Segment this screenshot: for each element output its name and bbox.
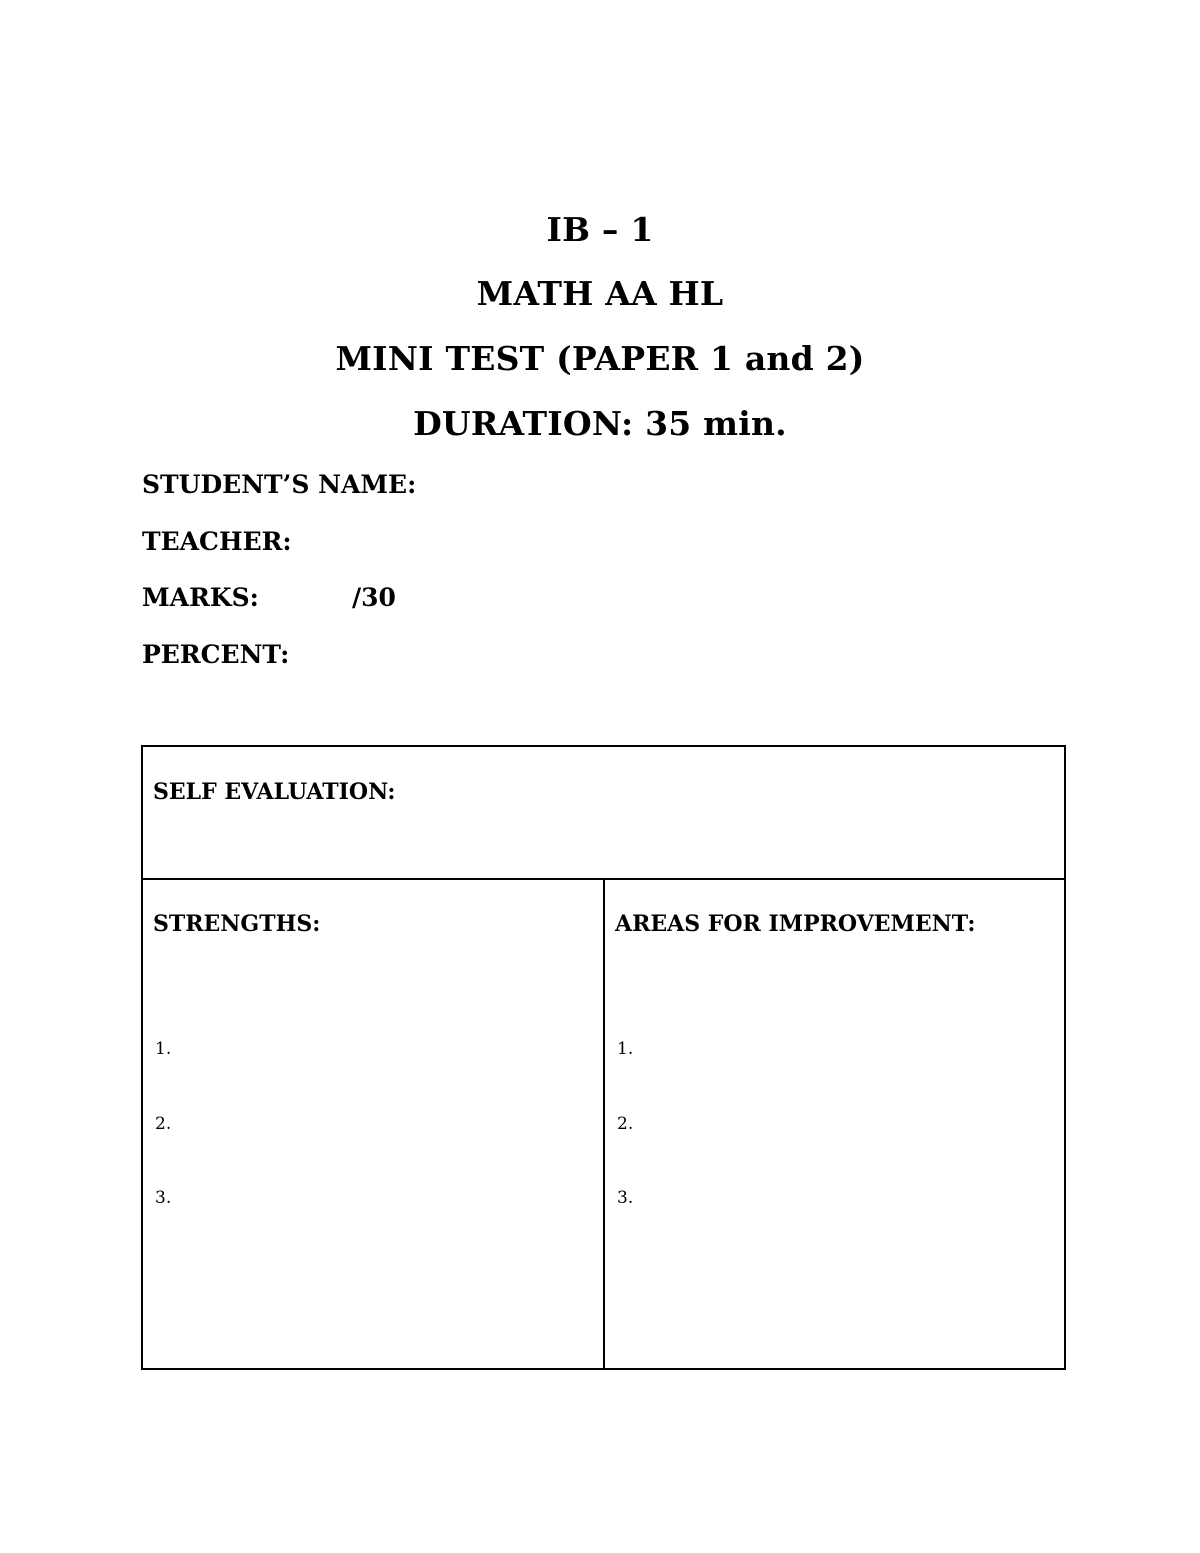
self-evaluation-table: [141, 745, 1066, 1370]
improvement-item-1: 1.: [617, 1039, 634, 1059]
marks-total: /30: [352, 583, 396, 612]
self-evaluation-header-cell: [143, 747, 1064, 880]
title-test-name: MINI TEST (PAPER 1 and 2): [335, 339, 865, 378]
improvement-cell: [605, 880, 1064, 1368]
title-ib-level: IB – 1: [546, 210, 654, 249]
title-course: MATH AA HL: [476, 274, 724, 313]
improvement-item-2: 2.: [617, 1114, 634, 1134]
marks-label: MARKS:: [142, 583, 259, 612]
improvement-label: AREAS FOR IMPROVEMENT:: [615, 911, 976, 937]
strengths-cell: [143, 880, 605, 1368]
teacher-label: TEACHER:: [142, 527, 292, 556]
strengths-item-2: 2.: [155, 1114, 172, 1134]
student-name-label: STUDENT’S NAME:: [142, 470, 417, 499]
strengths-item-3: 3.: [155, 1188, 172, 1208]
strengths-label: STRENGTHS:: [153, 911, 321, 937]
improvement-item-3: 3.: [617, 1188, 634, 1208]
strengths-item-1: 1.: [155, 1039, 172, 1059]
percent-label: PERCENT:: [142, 640, 290, 669]
self-evaluation-label: SELF EVALUATION:: [153, 779, 396, 805]
title-duration: DURATION: 35 min.: [413, 404, 787, 443]
